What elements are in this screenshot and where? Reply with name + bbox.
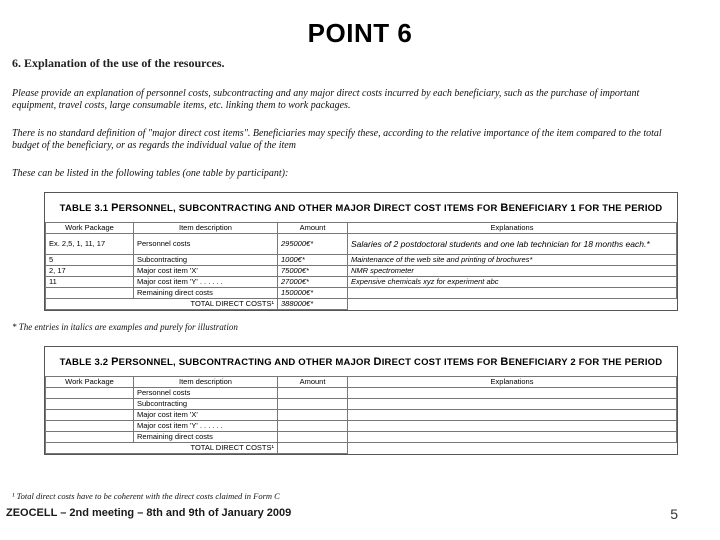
- cell-explanation: Maintenance of the web site and printing of brochures*: [348, 255, 677, 266]
- cell-item-description: Personnel costs: [134, 234, 278, 255]
- cell-amount: [278, 410, 348, 421]
- table-row: [46, 277, 677, 288]
- cell-explanation: [348, 388, 677, 399]
- table-row: [46, 421, 677, 432]
- table-row: [46, 388, 677, 399]
- col-header-work-package: Work Package: [46, 223, 134, 234]
- table-row: [46, 266, 677, 277]
- cell-work-package: [46, 388, 134, 399]
- cell-explanation: [348, 288, 677, 299]
- cell-work-package: 11: [46, 277, 134, 288]
- cell-amount: 1000€*: [278, 255, 348, 266]
- cell-work-package: 2, 17: [46, 266, 134, 277]
- col-header-explanations: Explanations: [348, 223, 677, 234]
- cell-work-package: Ex. 2,5, 1, 11, 17: [46, 234, 134, 255]
- section-heading: 6. Explanation of the use of the resources.: [12, 56, 225, 70]
- cell-item-description: Major cost item 'Y' . . . . . .: [134, 421, 278, 432]
- total-row-spacer: [348, 299, 677, 310]
- cell-amount: [278, 399, 348, 410]
- cell-amount: 295000€*: [278, 234, 348, 255]
- cell-item-description: Remaining direct costs: [134, 288, 278, 299]
- table-2-grid: [45, 376, 677, 454]
- col-header-item-description: Item description: [134, 223, 278, 234]
- table-row: [46, 255, 677, 266]
- cell-work-package: [46, 288, 134, 299]
- table-header-row: [46, 377, 677, 388]
- page-number: 5: [670, 506, 678, 522]
- slide-footer: ZEOCELL – 2nd meeting – 8th and 9th of January 2009: [6, 507, 292, 519]
- total-direct-costs-label: TOTAL DIRECT COSTS¹: [46, 299, 278, 310]
- cell-explanation: [348, 410, 677, 421]
- cell-item-description: Personnel costs: [134, 388, 278, 399]
- table-beneficiary-1: [44, 192, 678, 311]
- paragraph-explanation: Please provide an explanation of personnel costs, subcontracting and any major direct costs incurred by each beneficiary, such as the purchase of important equipment, travel costs, large consumable items, etc. linking them to work packages.: [12, 88, 640, 111]
- cell-amount: 75000€*: [278, 266, 348, 277]
- cell-work-package: [46, 421, 134, 432]
- col-header-amount: Amount: [278, 377, 348, 388]
- table-beneficiary-2: [44, 346, 678, 455]
- table-row: [46, 288, 677, 299]
- table-1-grid: [45, 222, 677, 310]
- paragraph-definition: There is no standard definition of "major direct cost items". Beneficiaries may specify these, according to the relative importance of the item compared to the total budget of the beneficiary, or as regards the individual value of the item: [12, 128, 662, 151]
- total-row-spacer: [348, 443, 677, 454]
- cell-explanation: [348, 399, 677, 410]
- cell-work-package: [46, 399, 134, 410]
- table-row: [46, 432, 677, 443]
- total-direct-costs-label: TOTAL DIRECT COSTS¹: [46, 443, 278, 454]
- table-row: [46, 399, 677, 410]
- cell-explanation: Expensive chemicals xyz for experiment abc: [348, 277, 677, 288]
- paragraph-tables-intro: These can be listed in the following tables (one table by participant):: [12, 168, 289, 179]
- cell-work-package: [46, 432, 134, 443]
- cell-item-description: Subcontracting: [134, 399, 278, 410]
- col-header-amount: Amount: [278, 223, 348, 234]
- slide-title: POINT 6: [307, 18, 413, 48]
- table-row: [46, 410, 677, 421]
- cell-explanation: [348, 421, 677, 432]
- col-header-work-package: Work Package: [46, 377, 134, 388]
- cell-explanation: Salaries of 2 postdoctoral students and one lab technician for 18 months each.*: [348, 234, 677, 255]
- footnote-total-direct-costs: ¹ Total direct costs have to be coherent with the direct costs claimed in Form C: [12, 491, 280, 501]
- cell-amount: [278, 421, 348, 432]
- cell-item-description: Major cost item 'Y' . . . . . .: [134, 277, 278, 288]
- cell-item-description: Major cost item 'X': [134, 266, 278, 277]
- table-total-row: [46, 299, 677, 310]
- col-header-item-description: Item description: [134, 377, 278, 388]
- cell-work-package: 5: [46, 255, 134, 266]
- table-row: [46, 234, 677, 255]
- total-direct-costs-value: [278, 443, 348, 454]
- cell-item-description: Major cost item 'X': [134, 410, 278, 421]
- cell-item-description: Subcontracting: [134, 255, 278, 266]
- total-direct-costs-value: 388000€*: [278, 299, 348, 310]
- cell-amount: [278, 432, 348, 443]
- cell-work-package: [46, 410, 134, 421]
- cell-explanation: NMR spectrometer: [348, 266, 677, 277]
- cell-amount: 27000€*: [278, 277, 348, 288]
- cell-item-description: Remaining direct costs: [134, 432, 278, 443]
- table-2-caption: TABLE 3.2 PERSONNEL, SUBCONTRACTING AND OTHER MAJOR DIRECT COST ITEMS FOR BENEFICIARY 2 FOR THE PERIOD: [59, 356, 663, 368]
- cell-amount: 150000€*: [278, 288, 348, 299]
- cell-explanation: [348, 432, 677, 443]
- table-total-row: [46, 443, 677, 454]
- italic-examples-note: * The entries in italics are examples and purely for illustration: [12, 322, 238, 332]
- cell-amount: [278, 388, 348, 399]
- table-header-row: [46, 223, 677, 234]
- col-header-explanations: Explanations: [348, 377, 677, 388]
- table-1-caption: TABLE 3.1 PERSONNEL, SUBCONTRACTING AND OTHER MAJOR DIRECT COST ITEMS FOR BENEFICIARY 1 FOR THE PERIOD: [59, 202, 663, 214]
